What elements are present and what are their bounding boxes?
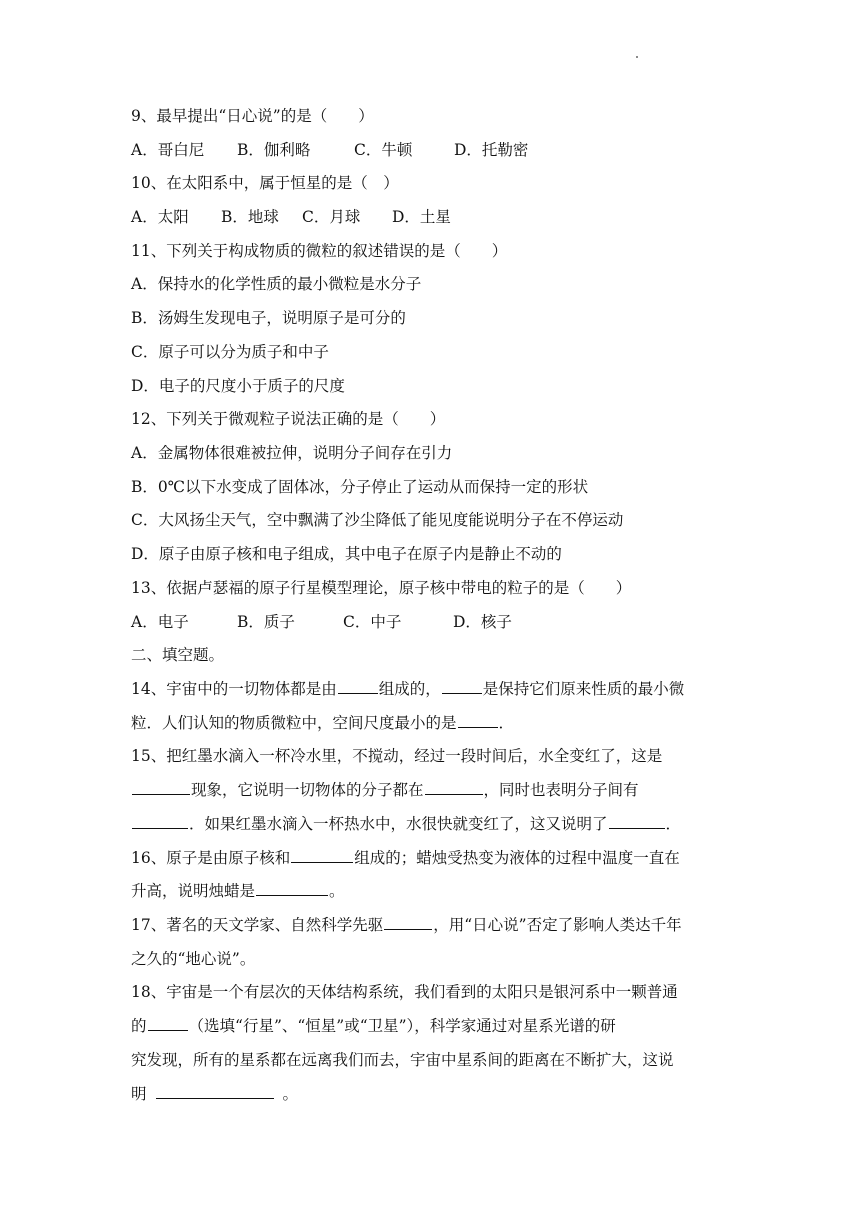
question-13-stem: 13、依据卢瑟福的原子行星模型理论，原子核中带电的粒子的是（ ） xyxy=(131,579,632,597)
question-18-line-3: 究发现，所有的星系都在远离我们而去，宇宙中星系间的距离在不断扩大，这说 xyxy=(131,1051,674,1069)
question-11-stem: 11、下列关于构成物质的微粒的叙述错误的是（ ） xyxy=(131,242,508,260)
question-15-line-2 xyxy=(131,778,639,802)
option-c: C．中子 xyxy=(343,613,402,631)
option-d: D．土星 xyxy=(392,208,451,226)
text: ． xyxy=(665,815,682,833)
question-14-line-2 xyxy=(131,711,514,735)
question-17-line-1 xyxy=(131,913,682,937)
question-17-line-2: 之久的“地心说”。 xyxy=(131,950,256,968)
question-13-options xyxy=(131,610,512,634)
text: 。 xyxy=(282,1085,299,1103)
answer-blank[interactable] xyxy=(256,879,328,896)
answer-blank[interactable] xyxy=(291,846,353,863)
page-dot-mark xyxy=(636,56,638,58)
question-12-option-a: A．金属物体很难被拉伸，说明分子间存在引力 xyxy=(131,444,453,462)
question-11-option-b: B．汤姆生发现电子，说明原子是可分的 xyxy=(131,309,406,327)
text: 明 xyxy=(131,1085,147,1103)
option-b: B．伽利略 xyxy=(237,141,311,159)
question-16-line-2 xyxy=(131,879,345,903)
text: 16、原子是由原子核和 xyxy=(131,849,291,867)
question-16-line-1 xyxy=(131,846,680,870)
answer-blank[interactable] xyxy=(132,778,190,795)
option-a: A．电子 xyxy=(131,613,189,631)
text: 。 xyxy=(329,882,345,900)
answer-blank[interactable] xyxy=(384,913,432,930)
question-18-line-4 xyxy=(131,1082,298,1106)
question-15-line-3 xyxy=(131,812,681,836)
question-15-line-1: 15、把红墨水滴入一杯冷水里，不搅动，经过一段时间后，水全变红了，这是 xyxy=(131,747,663,765)
text: 组成的；蜡烛受热变为液体的过程中温度一直在 xyxy=(354,849,680,867)
question-18-line-2 xyxy=(131,1014,616,1038)
text: ． xyxy=(498,714,515,732)
answer-blank[interactable] xyxy=(458,711,498,728)
answer-blank[interactable] xyxy=(442,677,482,694)
question-9-options xyxy=(131,138,528,162)
option-c: C．牛顿 xyxy=(354,141,413,159)
text: ，用“日心说”否定了影响人类达千年 xyxy=(433,916,682,934)
question-10-options xyxy=(131,205,451,229)
question-9-stem: 9、最早提出“日心说”的是（ ） xyxy=(131,107,374,125)
question-12-option-b: B．0℃以下水变成了固体冰，分子停止了运动从而保持一定的形状 xyxy=(131,478,589,496)
answer-blank[interactable] xyxy=(148,1014,188,1031)
answer-blank[interactable] xyxy=(425,778,483,795)
text: 14、宇宙中的一切物体都是由 xyxy=(131,680,337,698)
text: 现象，它说明一切物体的分子都在 xyxy=(191,781,424,799)
answer-blank[interactable] xyxy=(609,812,665,829)
text: 组成的， xyxy=(378,680,441,698)
text: （选填“行星”、“恒星”或“卫星”），科学家通过对星系光谱的研 xyxy=(188,1017,616,1035)
question-12-option-c: C．大风扬尘天气，空中飘满了沙尘降低了能见度能说明分子在不停运动 xyxy=(131,511,624,529)
text: ，同时也表明分子间有 xyxy=(483,781,639,799)
question-14-line-1 xyxy=(131,677,684,701)
text: 粒．人们认知的物质微粒中，空间尺度最小的是 xyxy=(131,714,457,732)
answer-blank[interactable] xyxy=(338,677,378,694)
text: 是保持它们原来性质的最小微 xyxy=(482,680,685,698)
question-18-line-1: 18、宇宙是一个有层次的天体结构系统，我们看到的太阳只是银河系中一颗普通 xyxy=(131,983,678,1001)
question-10-stem: 10、在太阳系中，属于恒星的是（ ） xyxy=(131,174,399,192)
option-d: D．托勒密 xyxy=(454,141,529,159)
question-12-stem: 12、下列关于微观粒子说法正确的是（ ） xyxy=(131,410,446,428)
option-a: A．太阳 xyxy=(131,208,189,226)
option-d: D．核子 xyxy=(453,613,512,631)
question-11-option-c: C．原子可以分为质子和中子 xyxy=(131,343,329,361)
text: 的 xyxy=(131,1017,147,1035)
question-11-option-d: D．电子的尺度小于质子的尺度 xyxy=(131,377,345,395)
text: 升高，说明烛蜡是 xyxy=(131,882,256,900)
section-heading: 二、填空题。 xyxy=(131,646,225,664)
answer-blank[interactable] xyxy=(132,812,188,829)
option-c: C．月球 xyxy=(302,208,361,226)
option-a: A．哥白尼 xyxy=(131,141,205,159)
text: 17、著名的天文学家、自然科学先驱 xyxy=(131,916,384,934)
question-11-option-a: A．保持水的化学性质的最小微粒是水分子 xyxy=(131,275,422,293)
text: ．如果红墨水滴入一杯热水中，水很快就变红了，这又说明了 xyxy=(189,815,608,833)
option-b: B．质子 xyxy=(237,613,295,631)
option-b: B．地球 xyxy=(221,208,279,226)
question-12-option-d: D．原子由原子核和电子组成，其中电子在原子内是静止不动的 xyxy=(131,545,562,563)
answer-blank[interactable] xyxy=(156,1082,274,1099)
